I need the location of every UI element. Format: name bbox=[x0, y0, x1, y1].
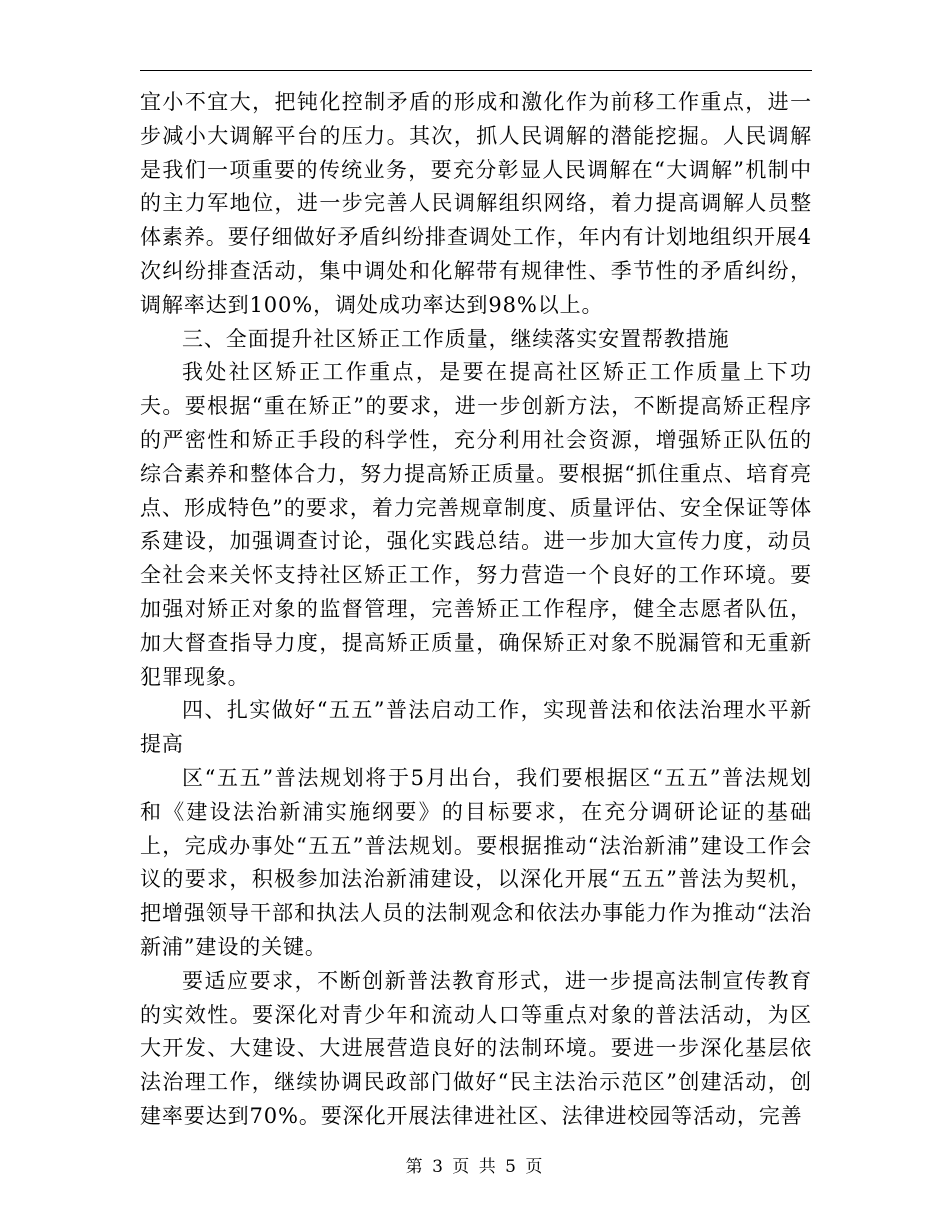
section-heading-4: 四、扎实做好“五五”普法启动工作，实现普法和依法治理水平新提高 bbox=[140, 698, 812, 757]
paragraph: 要适应要求，不断创新普法教育形式，进一步提高法制宣传教育的实效性。要深化对青少年和流动人口等重点对象的普法活动，为区大开发、大建设、大进展营造良好的法制环境。要进一步深化基层依法治理工作，继续协调民政部门做好“民主法治示范区”创建活动，创建率要达到70%。要深化开展法律进社区、法律进校园等活动，完善 bbox=[140, 968, 812, 1128]
paragraph: 区“五五”普法规划将于5月出台，我们要根据区“五五”普法规划和《建设法治新浦实施纲要》的目标要求，在充分调研论证的基础上，完成办事处“五五”普法规划。要根据推动“法治新浦”建设工作会议的要求，积极参加法治新浦建设，以深化开展“五五”普法为契机，把增强领导干部和执法人员的法制观念和依法办事能力作为推动“法治新浦”建设的关键。 bbox=[140, 765, 812, 959]
section-heading-3: 三、全面提升社区矫正工作质量，继续落实安置帮教措施 bbox=[182, 326, 730, 351]
paragraph: 我处社区矫正工作重点，是要在提高社区矫正工作质量上下功夫。要根据“重在矫正”的要求，进一步创新方法，不断提高矫正程序的严密性和矫正手段的科学性，充分利用社会资源，增强矫正队伍的综合素养和整体合力，努力提高矫正质量。要根据“抓住重点、培育亮点、形成特色”的要求，着力完善规章制度、质量评估、安全保证等体系建设，加强调查讨论，强化实践总结。进一步加大宣传力度，动员全社会来关怀支持社区矫正工作，努力营造一个良好的工作环境。要加强对矫正对象的监督管理，完善矫正工作程序，健全志愿者队伍，加大督查指导力度，提高矫正质量，确保矫正对象不脱漏管和无重新犯罪现象。 bbox=[140, 360, 812, 689]
paragraph: 宜小不宜大，把钝化控制矛盾的形成和激化作为前移工作重点，进一步减小大调解平台的压力。其次，抓人民调解的潜能挖掘。人民调解是我们一项重要的传统业务，要充分彰显人民调解在“大调解”机制中的主力军地位，进一步完善人民调解组织网络，着力提高调解人员整体素养。要仔细做好矛盾纠纷排查调处工作，年内有计划地组织开展4次纠纷排查活动，集中调处和化解带有规律性、季节性的矛盾纠纷，调解率达到100%，调处成功率达到98%以上。 bbox=[140, 90, 812, 317]
header-rule bbox=[140, 70, 812, 71]
page-number: 第 3 页 共 5 页 bbox=[405, 1157, 545, 1177]
document-body bbox=[140, 86, 812, 1134]
